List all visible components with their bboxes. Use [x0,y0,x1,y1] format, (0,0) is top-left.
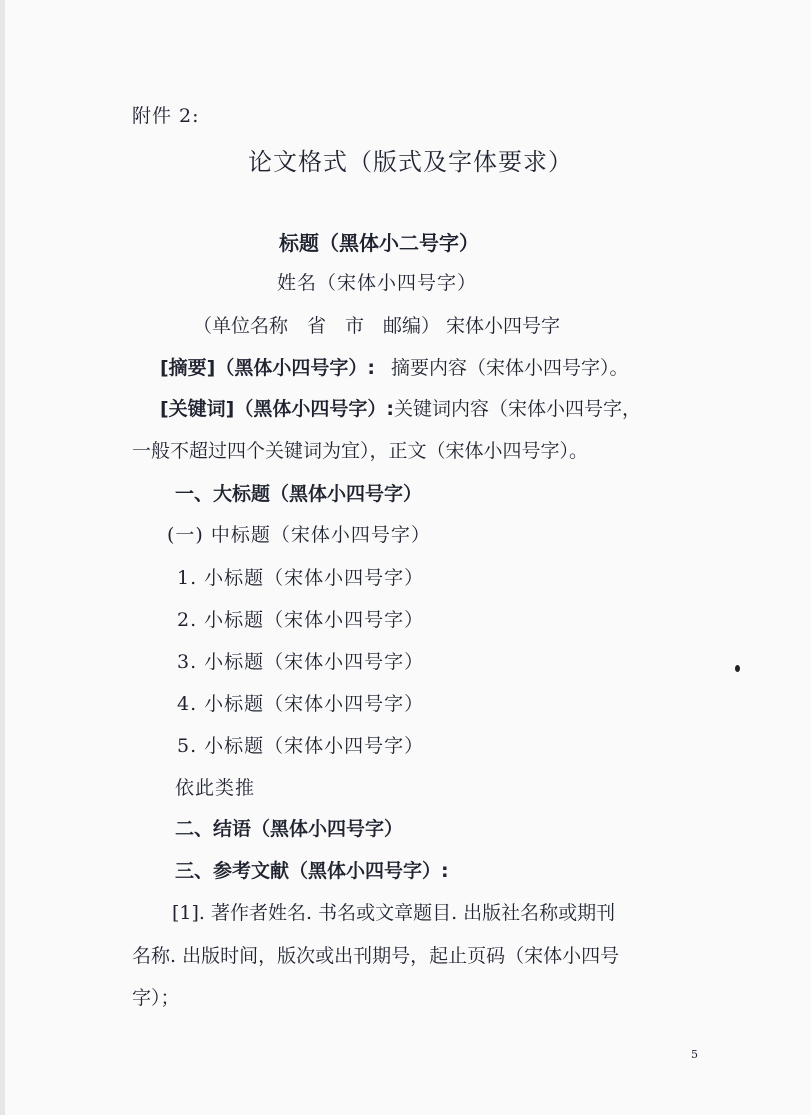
page-number: 5 [691,1048,698,1061]
subheading-5: 5. 小标题（宋体小四号字） [177,735,425,757]
affiliation-instruction: （单位名称 省 市 邮编） 宋体小四号字 [193,315,561,337]
section-heading-2: 二、结语（黑体小四号字） [175,818,404,840]
subsection-heading-1: (一) 中标题（宋体小四号字） [167,524,431,546]
keywords-label: [关键词]（黑体小四号字）: [160,398,394,420]
abstract-label: [摘要]（黑体小四号字）: [160,357,375,379]
scan-speck [735,665,740,672]
reference-line-2: 名称. 出版时间，版次或出刊期号，起止页码（宋体小四号 [132,945,620,967]
abstract-content: 摘要内容（宋体小四号字）。 [391,357,629,379]
subheading-4: 4. 小标题（宋体小四号字） [177,693,425,715]
subheading-3: 3. 小标题（宋体小四号字） [177,651,425,673]
reference-line-1: [1]. 著作者姓名. 书名或文章题目. 出版社名称或期刊 [172,902,616,924]
subheading-1: 1. 小标题（宋体小四号字） [177,567,425,589]
abstract-line [160,355,629,381]
keywords-content: 关键词内容（宋体小四号字， [393,398,641,420]
scan-edge [0,0,5,1115]
author-instruction: 姓名（宋体小四号字） [277,272,478,294]
keywords-content-continued: 一般不超过四个关键词为宜），正文（宋体小四号字）。 [132,440,589,462]
document-title: 论文格式（版式及字体要求） [248,148,573,176]
etc-note: 依此类推 [175,777,256,799]
reference-line-3: 字）； [132,987,180,1009]
subheading-2: 2. 小标题（宋体小四号字） [177,609,425,631]
keywords-line [160,396,641,422]
section-heading-3: 三、参考文献（黑体小四号字）: [175,860,449,882]
attachment-label: 附件 2: [132,105,200,127]
paper-title-instruction: 标题（黑体小二号字） [279,231,479,255]
section-heading-1: 一、大标题（黑体小四号字） [175,483,423,505]
